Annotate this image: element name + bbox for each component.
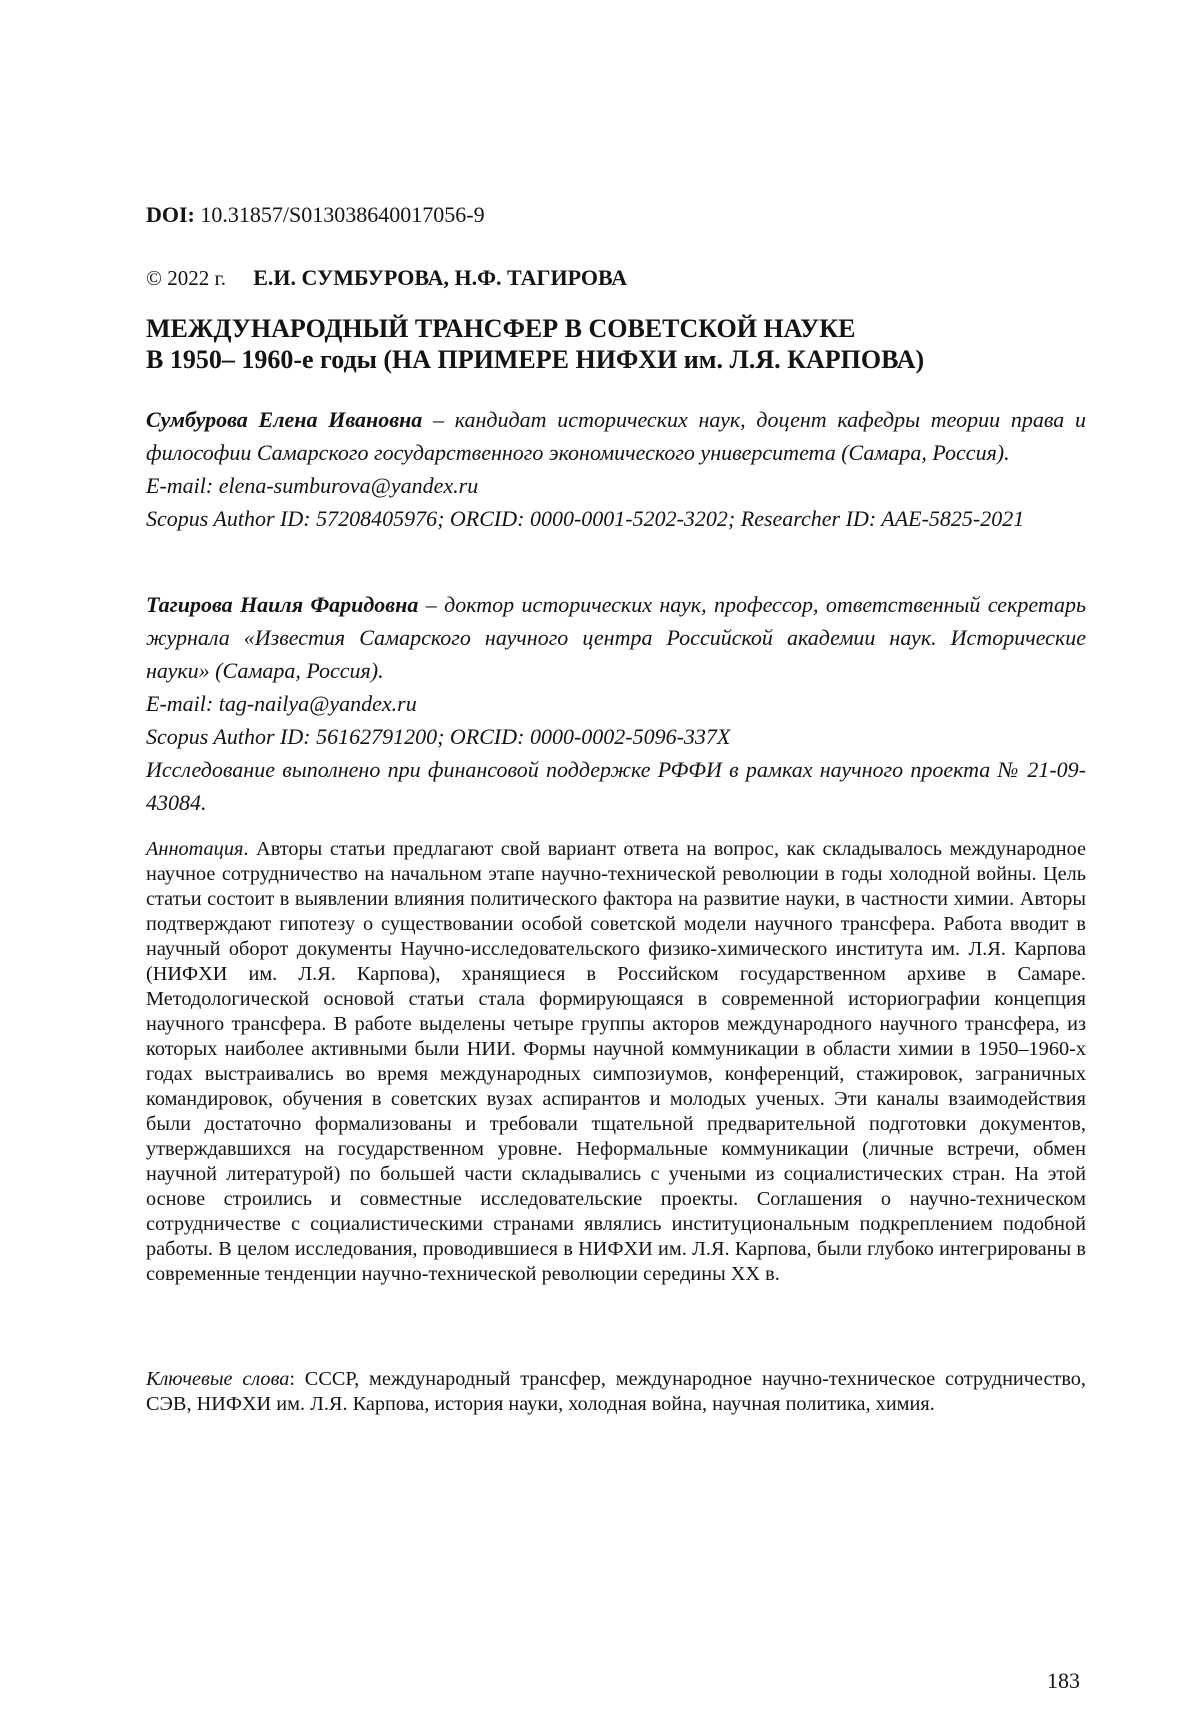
copyright-year: © 2022 г. <box>146 266 226 290</box>
author-1-description: – кандидат исторических наук, доцент кафедры теории права и философии Самарского государственного экономического университета (Самара, Россия). <box>146 407 1086 465</box>
author-1-name: Сумбурова Елена Ивановна <box>146 407 422 432</box>
title-line-2: В 1950– 1960-е годы (НА ПРИМЕРЕ НИФХИ им. Л.Я. КАРПОВА) <box>146 344 924 375</box>
author-names: Е.И. СУМБУРОВА, Н.Ф. ТАГИРОВА <box>253 265 627 290</box>
keywords <box>146 1367 1086 1417</box>
article-title <box>146 313 924 375</box>
keywords-label: Ключевые слова <box>146 1368 289 1390</box>
author-1-ids: Scopus Author ID: 57208405976; ORCID: 0000-0001-5202-3202; Researcher ID: AAE-5825-2021 <box>146 502 1086 535</box>
keywords-text: : СССР, международный трансфер, международное научно-техническое сотрудничество, СЭВ, НИФХИ им. Л.Я. Карпова, история науки, холодная война, научная политика, химия. <box>146 1368 1086 1415</box>
abstract-label: Аннотация <box>146 838 243 860</box>
author-1-info <box>146 403 1086 535</box>
author-2-bio <box>146 588 1086 687</box>
author-2-description: – доктор исторических наук, профессор, ответственный секретарь журнала «Известия Самарского научного центра Российской академии наук. Исторические науки» (Самара, Россия). <box>146 592 1086 683</box>
author-2-name: Тагирова Наиля Фаридовна <box>146 592 418 617</box>
authors-line <box>146 265 627 291</box>
funding-note: Исследование выполнено при финансовой поддержке РФФИ в рамках научного проекта № 21-09-43084. <box>146 753 1086 819</box>
doi-line <box>146 202 485 228</box>
abstract <box>146 837 1086 1287</box>
abstract-text: . Авторы статьи предлагают свой вариант ответа на вопрос, как складывалось международное научное сотрудничество на начальном этапе научно-технической революции в годы холодной войны. Цель статьи состоит в выявлении влияния политического фактора на развитие науки, в частности химии. Авторы подтверждают гипотезу о существовании особой советской модели научного трансфера. Работа вводит в научный оборот документы Научно-исследовательского физико-химического института им. Л.Я. Карпова (НИФХИ им. Л.Я. Карпова), хранящиеся в Российском государственном архиве в Самаре. Методологической основой статьи стала формирующаяся в современной историографии концепция научного трансфера. В работе выделены четыре группы акторов международного научного трансфера, из которых наиболее активными были НИИ. Формы научной коммуникации в области химии в 1950–1960-х годах выстраивались во время международных симпозиумов, конференций, стажировок, заграничных командировок, обучения в советских вузах аспирантов и молодых ученых. Эти каналы взаимодействия были достаточно формализованы и требовали тщательной предварительной подготовки документов, утверждавшихся на государственном уровне. Неформальные коммуникации (личные встречи, обмен научной литературой) по большей части складывались с учеными из социалистических стран. На этой основе строились и совместные исследовательские проекты. Соглашения о научно-техническом сотрудничестве с социалистическими странами являлись институциональным подкреплением подобной работы. В целом исследования, проводившиеся в НИФХИ им. Л.Я. Карпова, были глубоко интегрированы в современные тенденции научно-технической революции середины XX в. <box>146 838 1086 1285</box>
author-2-email: E-mail: tag-nailya@yandex.ru <box>146 687 1086 720</box>
title-line-1: МЕЖДУНАРОДНЫЙ ТРАНСФЕР В СОВЕТСКОЙ НАУКЕ <box>146 313 924 344</box>
doi-label: DOI: <box>146 202 195 227</box>
page-number: 183 <box>1047 1668 1080 1694</box>
author-1-email: E-mail: elena-sumburova@yandex.ru <box>146 469 1086 502</box>
author-2-info <box>146 588 1086 819</box>
doi-value: 10.31857/S013038640017056-9 <box>200 202 484 227</box>
author-1-bio <box>146 403 1086 469</box>
author-2-ids: Scopus Author ID: 56162791200; ORCID: 0000-0002-5096-337X <box>146 720 1086 753</box>
